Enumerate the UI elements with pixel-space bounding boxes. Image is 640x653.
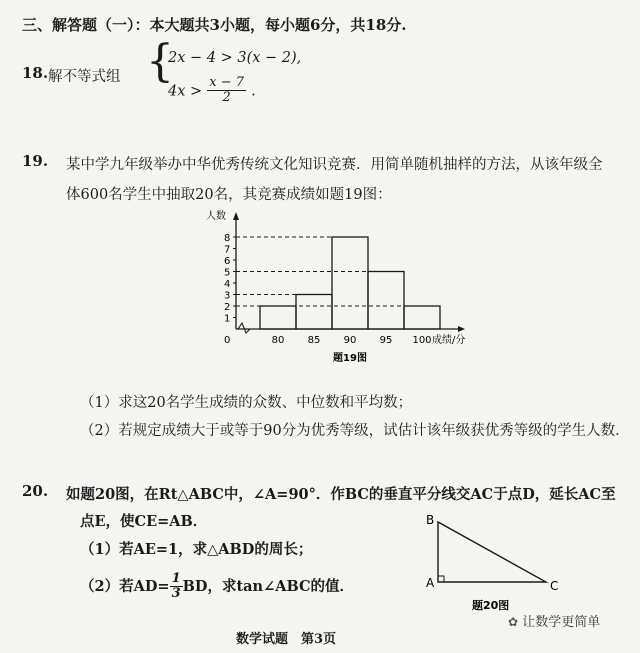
q20-fraction	[170, 572, 183, 602]
q18-prompt: 解不等式组	[48, 69, 121, 85]
y-tick-label: 6	[224, 256, 231, 267]
wechat-icon: ✿	[508, 615, 519, 629]
q20-number: 20.	[22, 482, 49, 500]
q20-text-line2: 点E，使CE=AB．	[80, 513, 208, 530]
q20-sub2-pre: （2）若AD=	[80, 577, 170, 595]
chart-caption: 题19图	[333, 353, 367, 364]
right-angle-mark	[438, 576, 444, 582]
q20-sub2	[80, 572, 354, 602]
y-tick-label: 7	[224, 244, 231, 256]
q20-fraction-den: 3	[171, 586, 181, 602]
histogram-chart	[200, 208, 480, 372]
x-axis-label: 成绩/分	[432, 335, 466, 346]
histogram-bar	[332, 237, 368, 329]
q20-sub2-post: BD，求tan∠ABC的值．	[182, 577, 355, 595]
x-tick-label: 85	[307, 335, 321, 346]
q18-fraction	[207, 76, 246, 106]
axis-break	[238, 323, 250, 333]
q18-line2	[168, 76, 256, 106]
q20-text-line1: 如题20图，在Rt△ABC中，∠A=90°．作BC的垂直平分线交AC于点D，延长AC至	[66, 486, 616, 503]
q18-line2-lhs: 4x >	[168, 83, 203, 100]
y-tick-label: 5	[224, 267, 231, 279]
triangle-abc	[438, 522, 546, 582]
section-title: 三、解答题（一）：本大题共3小题，每小题6分，共18分.	[22, 16, 407, 34]
origin-label: 0	[224, 335, 231, 346]
x-tick-label: 95	[379, 335, 393, 346]
q19-sub2: （2）若规定成绩大于或等于90分为优秀等级，试估计该年级获优秀等级的学生人数．	[80, 423, 630, 439]
label-b: B	[426, 513, 435, 527]
q18-number: 18.	[22, 64, 49, 82]
y-tick-label: 2	[224, 302, 231, 313]
watermark-text: 让数学更简单	[522, 615, 601, 630]
y-tick-label: 1	[224, 313, 231, 325]
x-tick-label: 90	[343, 335, 357, 346]
x-axis-arrow	[458, 326, 465, 332]
histogram-svg	[200, 208, 480, 368]
y-tick-label: 3	[224, 290, 231, 302]
figure-20-caption: 题20图	[472, 599, 510, 612]
label-c: C	[550, 579, 559, 593]
x-tick-label: 100	[412, 335, 432, 346]
label-a: A	[426, 576, 435, 590]
q20-fraction-num: 1	[171, 571, 181, 586]
q19-text-line1: 某中学九年级举办中华优秀传统文化知识竞赛．用简单随机抽样的方法，从该年级全	[66, 157, 603, 173]
y-axis-arrow	[233, 212, 239, 220]
histogram-bar	[404, 306, 440, 329]
page-footer: 数学试题 第3页	[236, 632, 337, 647]
q18-fraction-den: 2	[222, 90, 231, 106]
histogram-bar	[260, 306, 296, 329]
q19-number: 19.	[22, 152, 49, 170]
watermark	[508, 611, 600, 630]
triangle-figure	[420, 512, 570, 612]
x-tick-label: 80	[271, 335, 285, 346]
histogram-bar	[296, 295, 332, 330]
q18-fraction-num: x − 7	[209, 75, 245, 90]
q18-line1: 2x − 4 > 3(x − 2),	[168, 50, 302, 66]
q19-text-line2: 体600名学生中抽取20名，其竞赛成绩如题19图：	[66, 187, 392, 203]
q18-line2-end: .	[251, 83, 256, 100]
q18-brace: {	[146, 36, 174, 87]
y-tick-label: 8	[224, 233, 231, 244]
y-tick-label: 4	[224, 279, 231, 290]
histogram-bar	[368, 272, 404, 330]
y-axis-label: 人数	[206, 211, 226, 222]
q20-sub1: （1）若AE=1，求△ABD的周长；	[80, 541, 313, 558]
q19-sub1: （1）求这20名学生成绩的众数、中位数和平均数；	[80, 395, 413, 411]
